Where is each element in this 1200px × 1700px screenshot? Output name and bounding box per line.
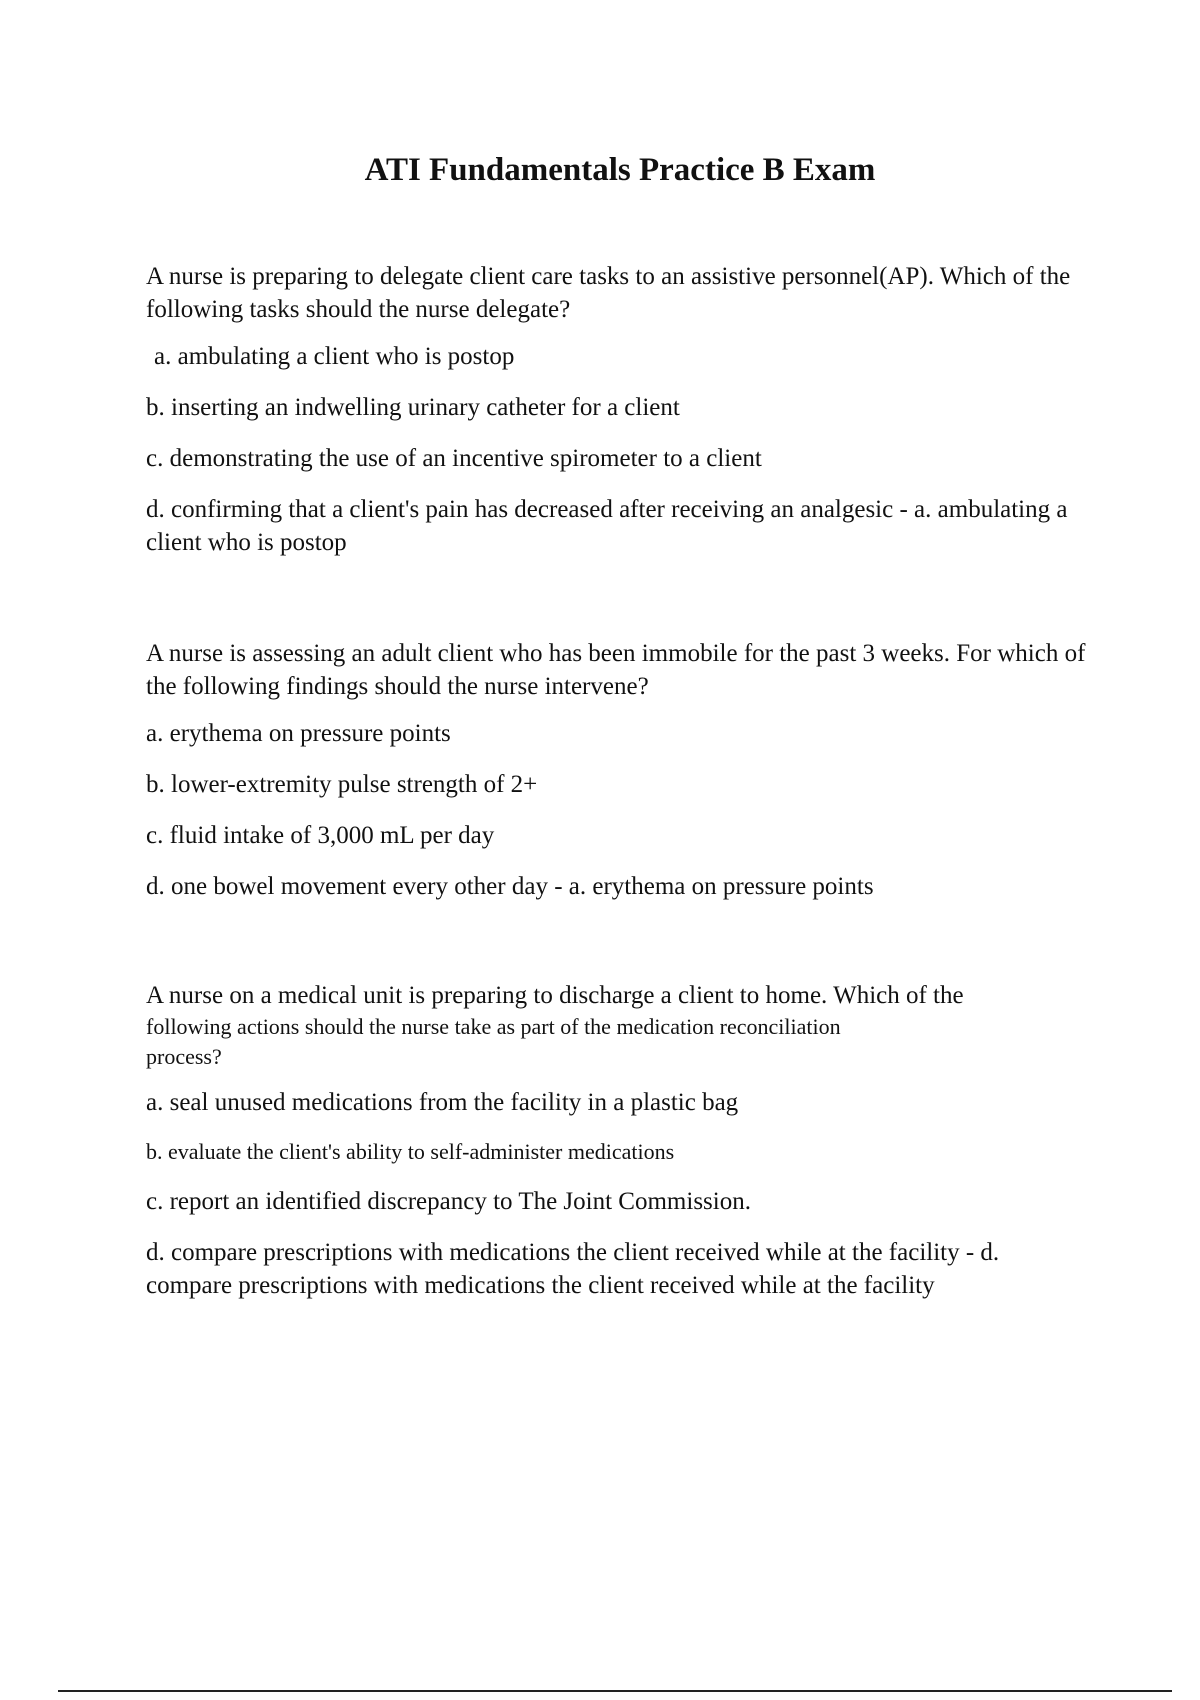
question-stem-line-1: A nurse on a medical unit is preparing to discharge a client to home. Which of the xyxy=(146,982,964,1009)
question-stem: A nurse is preparing to delegate client care tasks to an assistive personnel(AP). Which of the following tasks should the nurse delegate? xyxy=(146,263,1071,323)
question-stem xyxy=(146,979,1086,1072)
question-stem: A nurse is assessing an adult client who has been immobile for the past 3 weeks. For which of the following findings should the nurse intervene? xyxy=(146,640,1086,700)
answer-option-d: d. confirming that a client's pain has decreased after receiving an analgesic - a. ambulating a client who is postop xyxy=(146,496,1068,556)
answer-option-d: d. compare prescriptions with medications the client received while at the facility - d. compare prescriptions with medications the client received while at the facility xyxy=(146,1239,1000,1299)
answer-option-c: c. report an identified discrepancy to The Joint Commission. xyxy=(146,1188,751,1215)
answer-option-b: b. evaluate the client's ability to self-administer medications xyxy=(146,1139,675,1164)
question-stem-line-3: process? xyxy=(146,1044,222,1069)
answer-option-c: c. demonstrating the use of an incentive spirometer to a client xyxy=(146,445,762,472)
question-block-2 xyxy=(146,637,1086,921)
answer-option-a: a. ambulating a client who is postop xyxy=(154,343,515,370)
answer-option-a: a. seal unused medications from the facility in a plastic bag xyxy=(146,1089,739,1116)
question-stem-line-2: following actions should the nurse take as part of the medication reconciliation xyxy=(146,1014,841,1039)
answer-option-d: d. one bowel movement every other day - a. erythema on pressure points xyxy=(146,873,874,900)
question-block-1 xyxy=(146,260,1086,577)
answer-option-c: c. fluid intake of 3,000 mL per day xyxy=(146,822,495,849)
bottom-divider xyxy=(58,1690,1172,1692)
page-title: ATI Fundamentals Practice B Exam xyxy=(364,152,876,188)
answer-option-b: b. inserting an indwelling urinary catheter for a client xyxy=(146,394,680,421)
answer-option-a: a. erythema on pressure points xyxy=(146,720,451,747)
answer-option-b: b. lower-extremity pulse strength of 2+ xyxy=(146,771,538,798)
question-block-3 xyxy=(146,979,1086,1320)
